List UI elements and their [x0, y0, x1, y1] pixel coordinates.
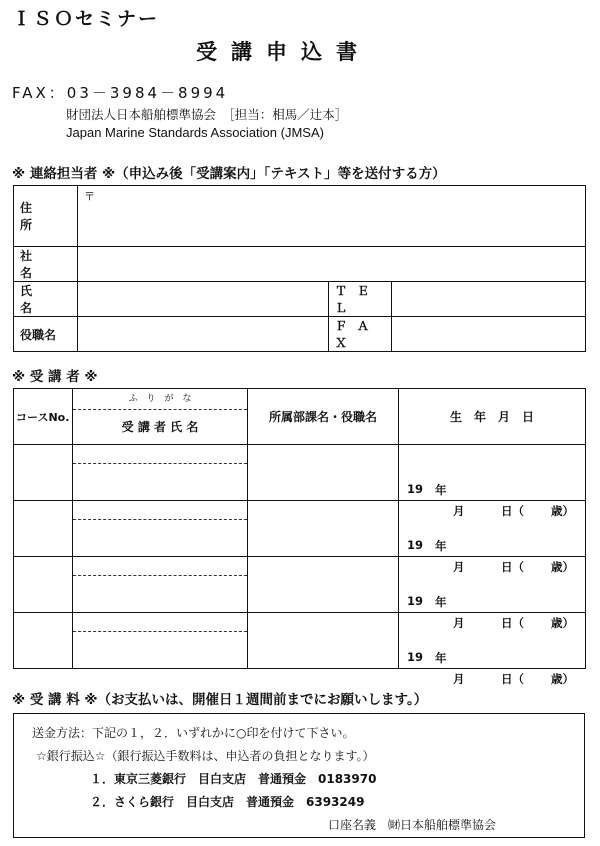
attendee-row: [14, 557, 586, 613]
attendee-row: [14, 445, 586, 501]
job-title-label: 役職名: [14, 317, 78, 352]
company-field[interactable]: [78, 247, 586, 282]
attendees-heading: ※ 受 講 者 ※: [12, 369, 98, 385]
address-label: 住 所: [14, 186, 78, 247]
col-course: コースNo.: [14, 389, 73, 445]
tel-field[interactable]: [392, 282, 586, 317]
postal-mark: 〒: [84, 190, 95, 203]
dept-field[interactable]: [248, 445, 399, 501]
attendee-name-field[interactable]: [73, 576, 247, 612]
fax-field[interactable]: [392, 317, 586, 352]
col-name-header: [73, 389, 248, 445]
dept-field[interactable]: [248, 557, 399, 613]
col-birth: 生 年 月 日: [399, 389, 586, 445]
attendee-name-field[interactable]: [73, 520, 247, 556]
birthdate-field[interactable]: 19 年 月 日（ 歳）: [399, 501, 586, 557]
attendee-name-field[interactable]: [73, 464, 247, 500]
attendee-row: [14, 501, 586, 557]
col-name: 受 講 者 氏 名: [121, 420, 199, 434]
furigana-field[interactable]: [73, 557, 247, 576]
col-dept: 所属部課名・役職名: [248, 389, 399, 445]
fax-number: FAX：03－3984－8994: [12, 84, 229, 102]
course-field[interactable]: [14, 501, 73, 557]
payment-box: [13, 713, 585, 838]
fax-label: ＦＡＸ: [329, 317, 392, 352]
bank-transfer-note: ☆銀行振込☆（銀行振込手数料は、申込者の負担となります。）: [36, 749, 375, 763]
attendee-name-field[interactable]: [73, 632, 247, 668]
organization-en: Japan Marine Standards Association (JMSA): [66, 125, 324, 140]
furigana-field[interactable]: [73, 445, 247, 464]
fee-heading: ※ 受 講 料 ※（お支払いは、開催日１週間前までにお願いします。）: [12, 692, 428, 708]
attendee-name-cell: [73, 613, 248, 669]
payment-method: 送金方法：下記の１，２．いずれかに○印を付けて下さい。: [32, 726, 355, 740]
course-field[interactable]: [14, 557, 73, 613]
attendees-table: [13, 388, 586, 686]
company-label: 社 名: [14, 247, 78, 282]
contact-heading: ※ 連絡担当者 ※（申込み後「受講案内」「テキスト」等を送付する方）: [12, 166, 446, 182]
furigana-field[interactable]: [73, 613, 247, 632]
col-furigana: ふ り が な: [73, 389, 247, 410]
tel-label: ＴＥＬ: [329, 282, 392, 317]
job-title-field[interactable]: [78, 317, 329, 352]
address-field[interactable]: [78, 186, 586, 247]
attendee-name-cell: [73, 501, 248, 557]
attendee-name-cell: [73, 445, 248, 501]
dept-field[interactable]: [248, 613, 399, 669]
birthdate-field[interactable]: 19 年 月 日（ 歳）: [399, 445, 586, 501]
contact-table: [13, 185, 586, 352]
course-field[interactable]: [14, 613, 73, 669]
account-holder: 口座名義 ㈶日本船舶標準協会: [328, 818, 497, 832]
seminar-label: ＩＳＯセミナー: [12, 8, 160, 30]
course-field[interactable]: [14, 445, 73, 501]
form-title: 受講申込書: [196, 40, 371, 64]
bank-account-1: １．東京三菱銀行 目白支店 普通預金 0183970: [90, 772, 377, 786]
organization-ja: 財団法人日本船舶標準協会 ［担当：相馬／辻本］: [66, 107, 348, 122]
dept-field[interactable]: [248, 501, 399, 557]
furigana-field[interactable]: [73, 501, 247, 520]
name-field[interactable]: [78, 282, 329, 317]
birthdate-field[interactable]: 19 年 月 日（ 歳）: [399, 613, 586, 669]
name-label: 氏 名: [14, 282, 78, 317]
birthdate-field[interactable]: 19 年 月 日（ 歳）: [399, 557, 586, 613]
bank-account-2: ２．さくら銀行 目白支店 普通預金 6393249: [90, 795, 365, 809]
attendee-name-cell: [73, 557, 248, 613]
attendee-row: [14, 613, 586, 669]
